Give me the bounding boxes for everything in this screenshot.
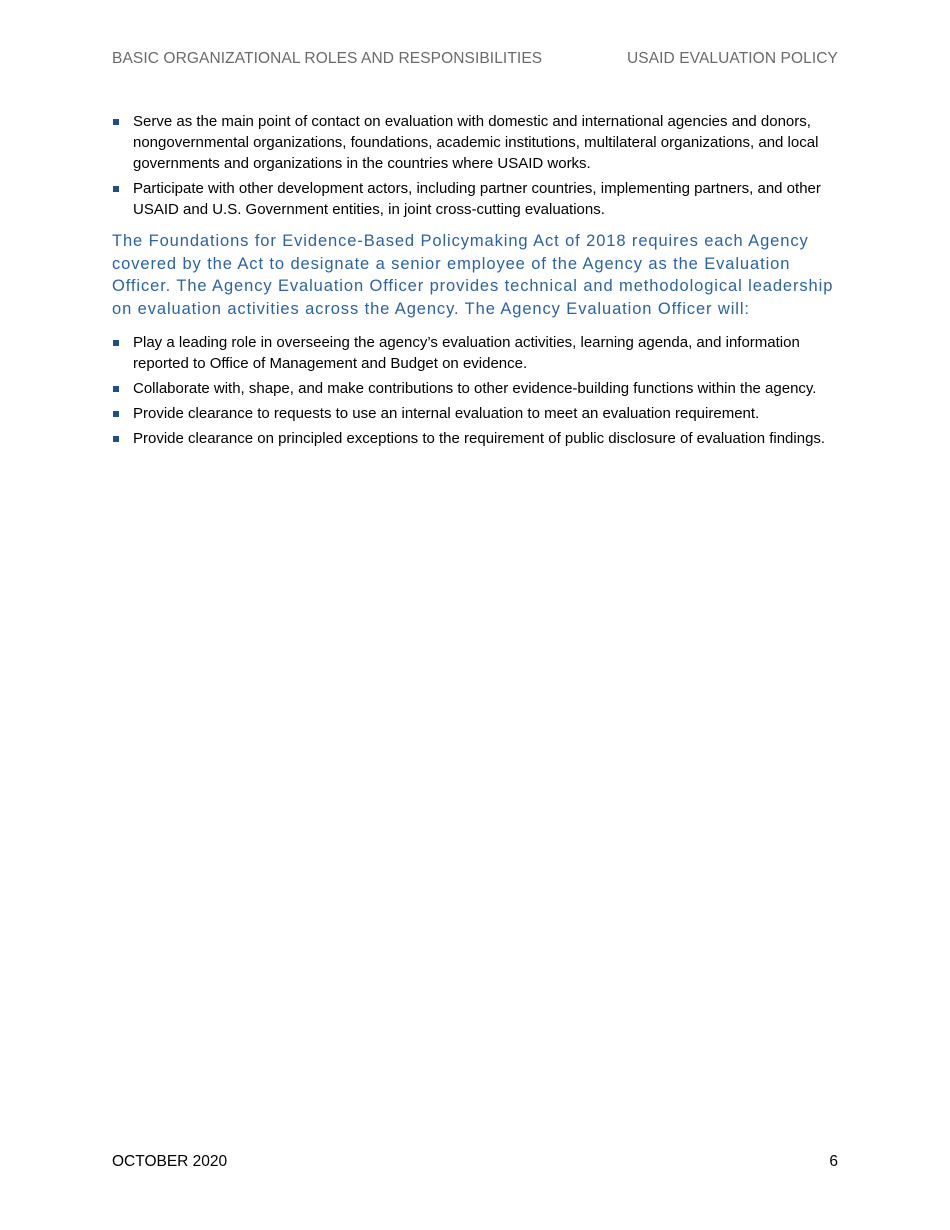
list-item (112, 111, 840, 174)
list-item-text: Provide clearance to requests to use an internal evaluation to meet an evaluation requirement. (133, 405, 760, 422)
square-bullet-icon (113, 411, 119, 417)
bullet-list-top (112, 111, 840, 220)
square-bullet-icon (113, 386, 119, 392)
square-bullet-icon (113, 186, 119, 192)
list-item (112, 428, 840, 449)
square-bullet-icon (113, 436, 119, 442)
footer-date: OCTOBER 2020 (112, 1153, 228, 1170)
page-content (112, 111, 840, 453)
list-item-text: Participate with other development actors, including partner countries, implementing partners, and other USAID and U.S. Government entities, in joint cross-cutting evaluations. (133, 180, 821, 218)
square-bullet-icon (113, 340, 119, 346)
square-bullet-icon (113, 119, 119, 125)
bullet-list-bottom (112, 332, 840, 449)
list-item (112, 332, 840, 374)
highlight-paragraph: The Foundations for Evidence-Based Policymaking Act of 2018 requires each Agency covered by the Act to designate a senior employee of the Agency as the Evaluation Officer. The Agency Evaluation Officer provides technical and methodological leadership on evaluation activities across the Agency. The Agency Evaluation Officer will: (112, 232, 834, 318)
list-item-text: Serve as the main point of contact on evaluation with domestic and international agencies and donors, nongovernmental organizations, foundations, academic institutions, multilateral organizations, and local governments and organizations in the countries where USAID works. (133, 113, 819, 172)
page-footer (112, 1153, 838, 1173)
header-section-title: BASIC ORGANIZATIONAL ROLES AND RESPONSIBILITIES (112, 50, 543, 67)
list-item-text: Provide clearance on principled exceptions to the requirement of public disclosure of evaluation findings. (133, 430, 826, 447)
list-item (112, 378, 840, 399)
header-document-title: USAID EVALUATION POLICY (626, 50, 838, 67)
list-item (112, 178, 840, 220)
page-header (112, 50, 838, 70)
page-number: 6 (829, 1153, 838, 1170)
list-item-text: Collaborate with, shape, and make contributions to other evidence-building functions within the agency. (133, 380, 817, 397)
list-item-text: Play a leading role in overseeing the agency’s evaluation activities, learning agenda, and information reported to Office of Management and Budget on evidence. (133, 334, 800, 372)
list-item (112, 403, 840, 424)
